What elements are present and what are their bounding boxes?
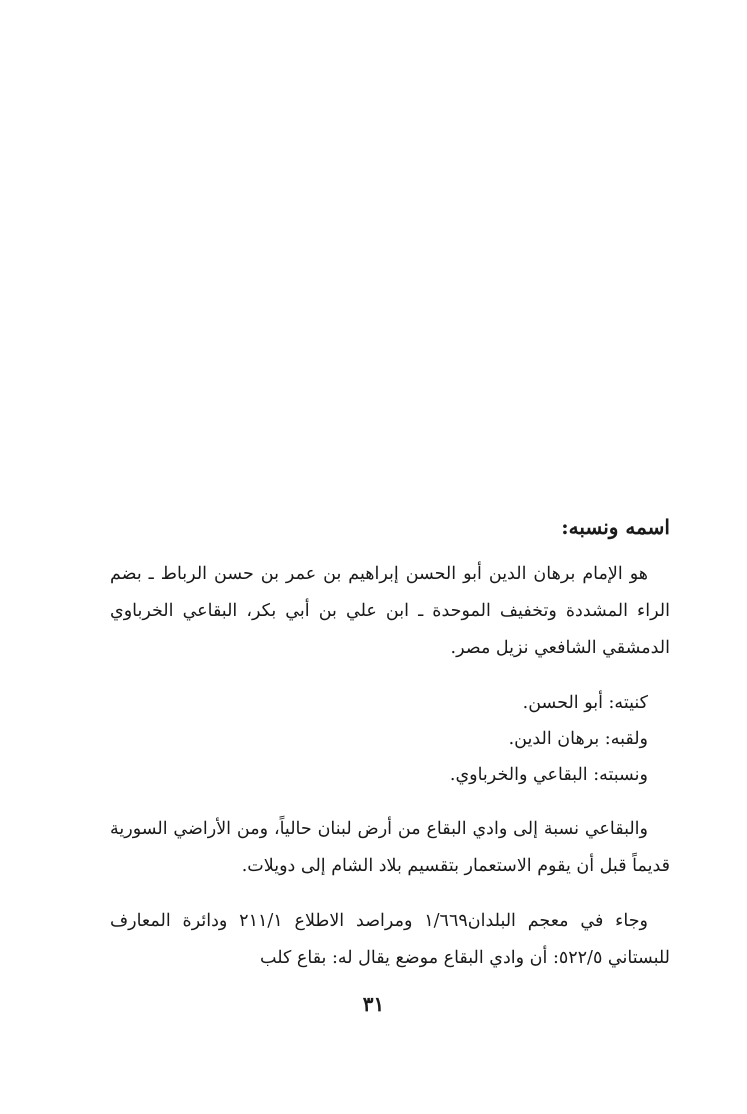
paragraph-references: وجاء في معجم البلدان١/٦٦٩ ومراصد الاطلاع ٢١١/١ ودائرة المعارف للبستاني ٥٢٢/٥: أن وادي البقاع موضع يقال له: بقاع كلب — [110, 911, 670, 968]
page-content — [110, 512, 670, 977]
spacer — [110, 885, 670, 903]
paragraph-name-lineage: هو الإمام برهان الدين أبو الحسن إبراهيم بن عمر بن حسن الرباط ـ بضم الراء المشددة وتخفيف الموحدة ـ ابن علي بن أبي بكر، البقاعي الخرباوي الدمشقي الشافعي نزيل مصر. — [110, 564, 670, 658]
section-heading: اسمه ونسبه: — [561, 515, 670, 539]
spacer — [110, 667, 670, 685]
list-item-nisba: ونسبته: البقاعي والخرباوي. — [449, 765, 648, 785]
list-item-laqab: ولقبه: برهان الدين. — [508, 729, 648, 749]
spacer — [110, 793, 670, 811]
page-number: ٣١ — [362, 992, 385, 1016]
attributes-list — [110, 685, 670, 793]
list-item-kunya: كنيته: أبو الحسن. — [522, 693, 648, 713]
paragraph-biqa-origin: والبقاعي نسبة إلى وادي البقاع من أرض لبنان حالياً، ومن الأراضي السورية قديماً قبل أن يقوم الاستعمار بتقسيم بلاد الشام إلى دويلات. — [110, 819, 670, 876]
